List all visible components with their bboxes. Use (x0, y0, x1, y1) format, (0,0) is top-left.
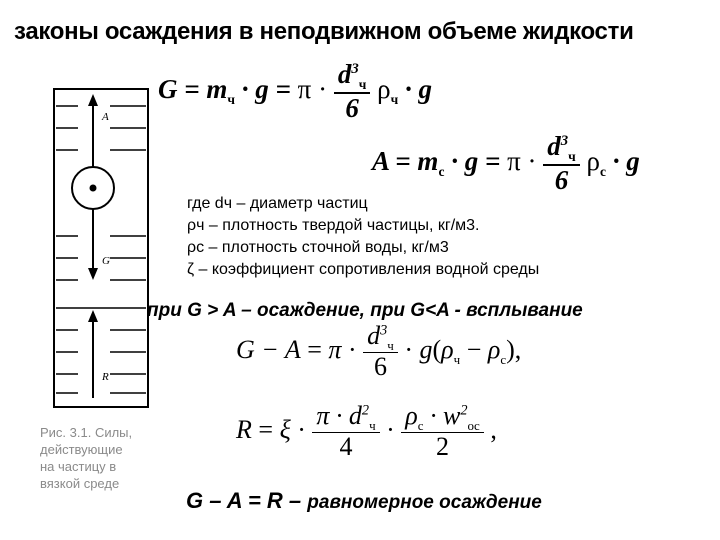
slide-title: законы осаждения в неподвижном объеме жидкости (14, 18, 634, 45)
formula-gravity: $G = m_ч \cdot g = \pi$ · $\frac{d^3_ч}{6}$ $\rho_ч \cdot g$ (158, 59, 432, 124)
label-r: R (102, 371, 109, 383)
definition-water-density: ρс – плотность сточной воды, кг/м3 (187, 239, 449, 256)
label-a: A (102, 111, 109, 123)
label-g: G (102, 255, 110, 267)
figure-caption: Рис. 3.1. Силы, действующие на частицу в вязкой среде (40, 425, 133, 491)
definition-particle-density: ρч – плотность твердой частицы, кг/м3. (187, 217, 480, 234)
settling-rule: при G > A – осаждение, при G<A - всплывание (147, 300, 583, 321)
definitions (187, 193, 539, 281)
definition-diameter: где dч – диаметр частиц (187, 195, 368, 212)
definition-resistance-coefficient: ζ – коэффициент сопротивления водной среды (187, 261, 540, 278)
particle-center (90, 185, 97, 192)
conclusion (186, 488, 542, 514)
forces-figure (40, 88, 150, 408)
conclusion-text: равномерное осаждение (307, 492, 542, 513)
conclusion-equation: G – A = R – (186, 488, 302, 513)
formula-resistance: R = ξ · $\frac{\pi \cdot d^2_ч}{4}$ · $\frac{\rho_c \cdot w^2_{oc}}{2}$ , (236, 401, 497, 462)
formula-difference: G − A = π · $\frac{d^3_ч}{6}$ · $g(\rho_ч - \rho_c)$, (236, 321, 522, 382)
formula-archimedes: $A = m_c \cdot g = \pi$ · $\frac{d^3_ч}{6}$ $\rho_c \cdot g$ (372, 131, 640, 196)
